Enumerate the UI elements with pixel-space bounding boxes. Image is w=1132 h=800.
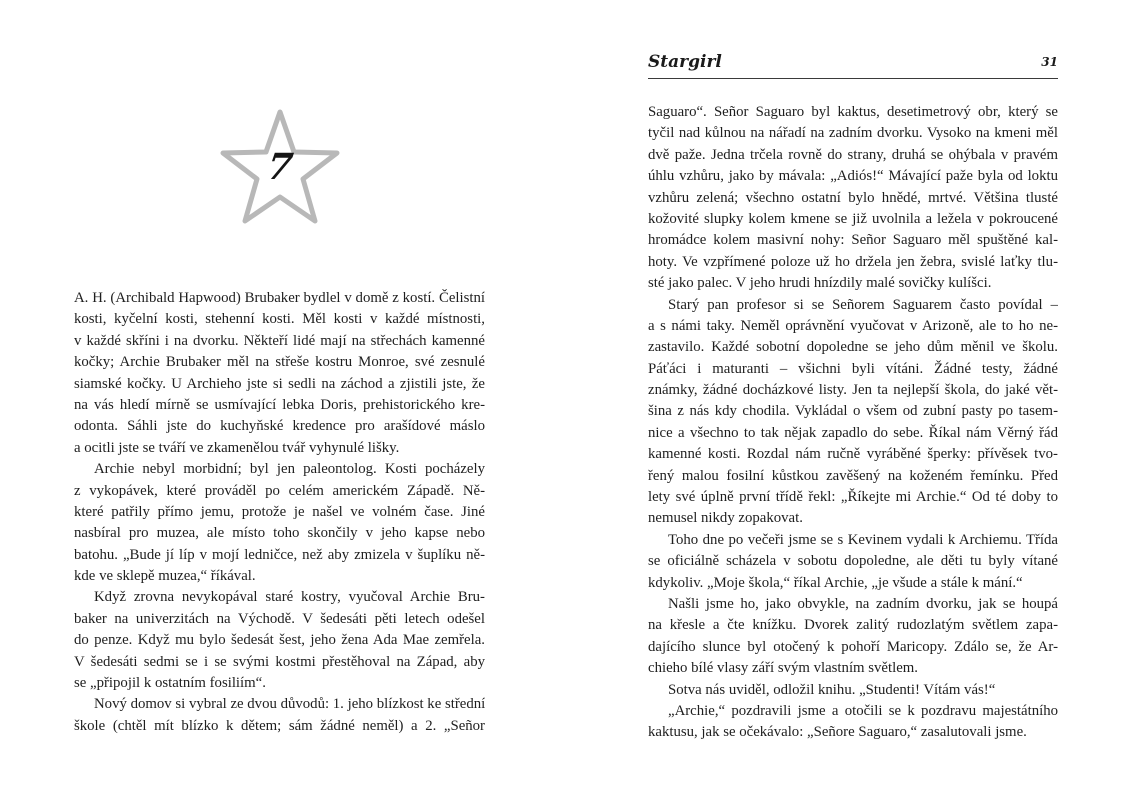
text-line: nemusel nikdy zopakovat. [648,510,803,527]
text-line: kožovité slupky kolem kmene se již uvolnila a ležela v pokroucené [648,210,1058,227]
chapter-number: 7 [264,146,296,188]
text-line: známky, žádné docházkové listy. Jen ta nejlepší škola, do jaké vět- [648,382,1058,399]
text-line: siamské kočky. U Archieho jste si sedli na záchod a zjistili jste, že [74,375,485,392]
text-line: v každé skříni i na dvorku. Někteří lidé mají na střechách kamenné [74,332,485,349]
text-line: kaktusu, jak se očekávalo: „Señore Saguaro,“ zasalutovali jsme. [648,724,1027,741]
text-line: řený malou fosilní kůstkou zavěšený na koženém řemínku. Před [648,467,1058,484]
text-line: z vykopávek, které prováděl po celém americkém Západě. Ně- [74,482,485,499]
paragraph [74,694,485,737]
text-line: dvě paže. Jedna trčela rovně do strany, druhá se ohýbala v pravém [648,146,1058,163]
text-line: Starý pan profesor si se Señorem Saguarem často povídal – [668,296,1058,313]
text-line: tyčil nad kůlnou na nářadí na zadním dvorku. Vysoko na kmeni měl [648,125,1058,142]
running-header [648,48,1058,79]
text-line: a ocitli jste se tváří ve zkamenělou tvář vyhynulé lišky. [74,439,400,456]
text-line: Když zrovna nevykopával staré kostry, vyučoval Archie Bru- [94,589,485,606]
text-line: dajícího slunce byl otočený k pohoří Maricopy. Zdálo se, že Ar- [648,638,1058,655]
text-line: odonta. Sáhli jste do kuchyňské kredence pro arašídové máslo [74,418,485,435]
paragraph [74,459,485,587]
text-line: na vás hledí mírně se usmívající lebka Doris, prehistorického kre- [74,396,485,413]
text-line: které patřily přímo jemu, protože je našel ve volném čase. Jiné [74,503,485,520]
text-line: kamenné kosti. Rozdal nám ručně vyráběné šperky: přívěsek tvo- [648,446,1058,463]
text-line: „Archie,“ pozdravili jsme a otočili se k pozdravu majestátního [668,702,1058,719]
left-body-text [74,288,485,737]
text-line: se oficiálně scházela v sobotu dopoledne, ale děti tu byly vítané [648,553,1058,570]
text-line: V šedesáti sedmi se i se svými kostmi přestěhoval na Západ, aby [74,653,485,670]
chapter-star-icon [220,108,340,226]
paragraph [74,587,485,694]
text-line: Páťáci i maturanti – všichni byli vítáni. Žádné testy, žádné [648,360,1058,377]
text-line: šina z nás kdy chodila. Vykládal o všem od zubní pasty po tasem- [648,403,1058,420]
book-title: Stargirl [648,52,722,72]
text-line: baker na univerzitách na Východě. V šedesáti pěti letech odešel [74,610,485,627]
paragraph [648,701,1058,744]
text-line: se „připojil k ostatním fosiliím“. [74,675,266,692]
text-line: A. H. (Archibald Hapwood) Brubaker bydlel v domě z kostí. Čelistní [74,290,485,306]
text-line: a s námi taky. Neměl oprávnění vyučovat v Arizoně, ale to ho ne- [648,317,1058,334]
text-line: lety své úplně první třídě řekl: „Říkejte mi Archie.“ Od té doby to [648,489,1058,506]
text-line: kde ve sklepě muzea,“ říkával. [74,568,256,585]
text-line: vzhůru zelená; všechno ostatní bylo hnědé, mrtvé. Většina tlusté [648,189,1058,206]
text-line: kdykoliv. „Moje škola,“ říkal Archie, „je všude a stále k mání.“ [648,574,1023,591]
text-line: zastavilo. Každé sobotní dopoledne se jeho dům měnil ve školu. [648,339,1058,356]
text-line: batohu. „Bude jí líp v mojí ledničce, než aby zmizela v šuplíku ně- [74,546,485,563]
text-line: na křesle a čte knížku. Dvorek zalitý rudozlatým světlem zapa- [648,617,1058,634]
right-body-text [648,102,1058,744]
text-line: Našli jsme ho, jako obvykle, na zadním dvorku, jak se houpá [668,595,1058,612]
paragraph [74,288,485,459]
text-line: kosti, kyčelní kosti, stehenní kosti. Měl kosti v každé místnosti, [74,311,485,328]
text-line: Sotva nás uviděl, odložil knihu. „Studenti! Vítám vás!“ [668,681,996,698]
text-line: Archie nebyl morbidní; byl jen paleontolog. Kosti pocházely [94,461,485,478]
text-line: do penze. Když mu bylo šedesát šest, jeho žena Ada Mae zemřela. [74,632,485,649]
text-line: Nový domov si vybral ze dvou důvodů: 1. jeho blízkost ke střední [94,696,485,713]
paragraph [648,295,1058,530]
paragraph [648,102,1058,295]
text-line: sté jako palec. V jeho hrudi hnízdily malé sovičky kulíšci. [648,275,992,292]
text-line: hromádce kolem masivní nohy: Señor Saguaro měl spuštěné kal- [648,232,1058,249]
paragraph [648,530,1058,594]
right-page [566,0,1132,800]
text-line: úhlu vzhůru, jako by mávala: „Adiós!“ Mávající paže byla od loktu [648,168,1058,185]
text-line: nice a všechno to tak nějak zapadlo do sebe. Říkal nám Věrný řád [648,424,1058,441]
text-line: Toho dne po večeři jsme se s Kevinem vydali k Archiemu. Třída [668,531,1058,548]
text-line: hoty. Ve vzpřímené poloze už ho držela jen žebra, svislé laťky tlu- [648,253,1058,270]
text-line: Saguaro“. Señor Saguaro byl kaktus, desetimetrový obr, který se [648,104,1058,120]
text-line: nasbíral pro muzea, ale místo toho skončily v jeho kapse nebo [74,525,485,542]
text-line: kočky; Archie Brubaker měl na střeše kostru Monroe, své zesnulé [74,354,485,371]
page-number: 31 [1041,55,1058,69]
text-line: škole (chtěl mít blízko k dětem; sám žádné neměl) a 2. „Señor [74,717,485,734]
text-line: chieho bílé vlasy září svým vlastním světlem. [648,660,918,677]
paragraph [648,594,1058,680]
paragraph [648,680,1058,701]
